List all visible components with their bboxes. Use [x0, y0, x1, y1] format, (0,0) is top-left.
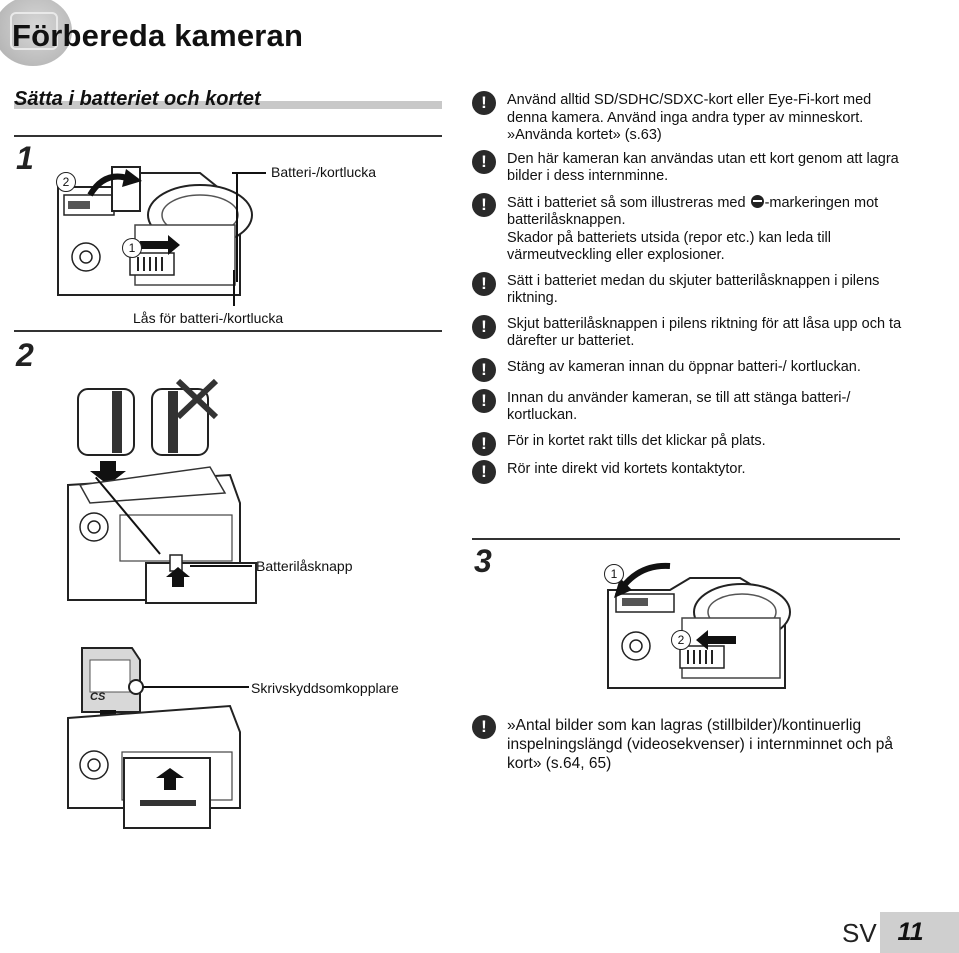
note-text: Rör inte direkt vid kortets kontaktytor. [507, 460, 746, 477]
exclamation-icon: ! [472, 715, 496, 739]
note-item [472, 390, 912, 425]
note-text: Den här kameran kan användas utan ett kort genom att lagra bilder i dess internminne. [507, 150, 899, 184]
leader-line [236, 172, 238, 282]
exclamation-icon: ! [472, 91, 496, 115]
step-number: 2 [16, 337, 34, 373]
callout-2: 2 [671, 630, 691, 650]
note-text: Innan du använder kameran, se till att stänga batteri-/ kortluckan. [507, 389, 851, 423]
callout-2: 2 [56, 172, 76, 192]
note-text: »Antal bilder som kan lagras (stillbilder)/kontinuerlig inspelningslängd (videosekvenser) i internminnet och på kort» (s.64, 65) [507, 717, 894, 772]
note-text: Stäng av kameran innan du öppnar batteri-/ kortluckan. [507, 358, 861, 375]
exclamation-icon: ! [472, 150, 496, 174]
leader-line [143, 686, 249, 688]
note-item [472, 194, 912, 265]
notes-list [472, 92, 912, 488]
minus-marking-icon [751, 195, 764, 208]
note-text-after: -markeringen mot batterilåsknappen. [507, 194, 879, 228]
exclamation-icon: ! [472, 432, 496, 456]
note-text: Skjut batterilåsknappen i pilens riktning för att låsa upp och ta därefter ur batteriet. [507, 315, 902, 349]
svg-text:CS: CS [90, 691, 106, 703]
bottom-note [472, 716, 912, 777]
camera-open-lid-illustration [50, 165, 250, 300]
note-text [507, 194, 912, 265]
language-code: SV [842, 918, 877, 948]
note-item [472, 461, 912, 484]
note-item [472, 92, 912, 145]
step-divider [14, 330, 442, 332]
camera-close-lid-illustration [600, 560, 790, 695]
page-title: Förbereda kameran [12, 18, 304, 53]
note-item [472, 151, 912, 186]
leader-line [232, 172, 266, 174]
note-item [472, 273, 912, 308]
battery-insertion-illustration [60, 375, 260, 625]
note-text-before: Sätt i batteriet så som illustreras med [507, 194, 750, 211]
leader-line [190, 565, 252, 567]
exclamation-icon: ! [472, 315, 496, 339]
step-number: 3 [474, 543, 492, 579]
note-item [472, 316, 912, 351]
step-number: 1 [16, 140, 34, 176]
step-divider [14, 135, 442, 137]
label-battery-lock-knob: Batterilåsknapp [256, 558, 353, 574]
label-battery-card-lid: Batteri-/kortlucka [271, 164, 377, 180]
card-insertion-illustration [60, 640, 260, 830]
note-item [472, 433, 912, 456]
note-item [472, 716, 912, 773]
step-divider [472, 538, 900, 540]
label-write-protect-switch: Skrivskyddsomkopplare [251, 680, 399, 696]
exclamation-icon: ! [472, 460, 496, 484]
note-item [472, 359, 912, 382]
exclamation-icon: ! [472, 272, 496, 296]
exclamation-icon: ! [472, 193, 496, 217]
exclamation-icon: ! [472, 389, 496, 413]
note-text: Använd alltid SD/SDHC/SDXC-kort eller Eye-Fi-kort med denna kamera. Använd inga andra typer av minneskort. »Använda kortet» (s.63) [507, 92, 872, 143]
note-text: Skador på batteriets utsida (repor etc.) kan leda till värmeutveckling eller explosioner. [507, 229, 831, 263]
section-heading: Sätta i batteriet och kortet [14, 88, 261, 110]
page-number-box [880, 912, 959, 953]
note-text: Sätt i batteriet medan du skjuter batterilåsknappen i pilens riktning. [507, 272, 880, 306]
page-number: 11 [897, 918, 924, 946]
leader-line [233, 270, 235, 306]
note-text: För in kortet rakt tills det klickar på plats. [507, 432, 766, 449]
callout-1: 1 [122, 238, 142, 258]
label-lid-lock: Lås för batteri-/kortlucka [133, 310, 284, 326]
exclamation-icon: ! [472, 358, 496, 382]
callout-1: 1 [604, 564, 624, 584]
